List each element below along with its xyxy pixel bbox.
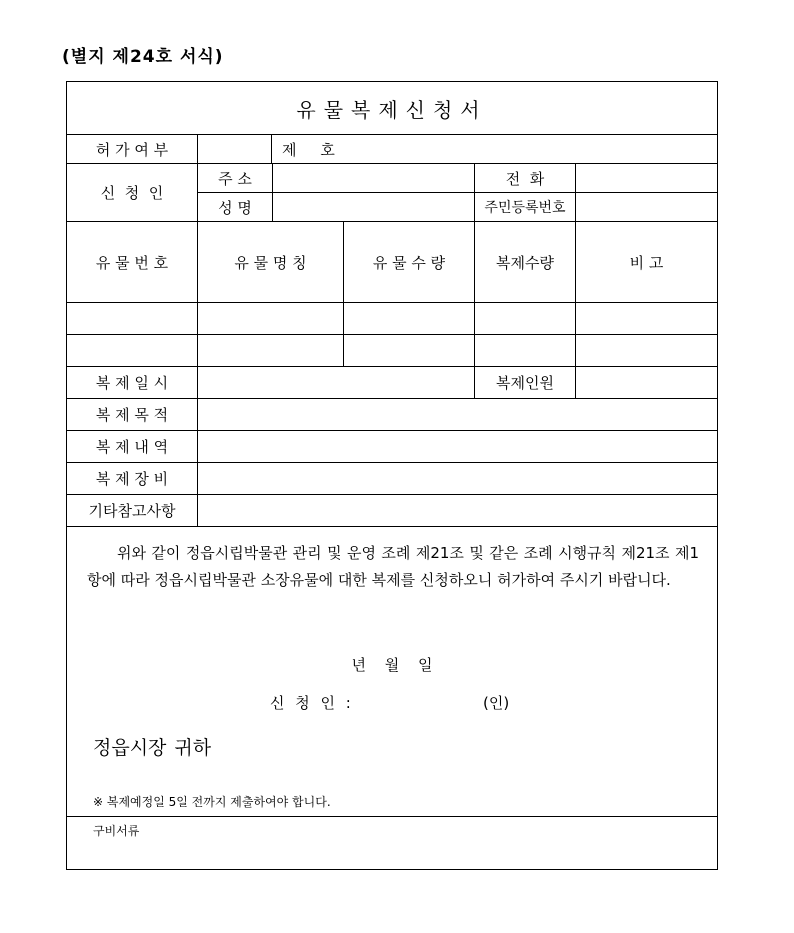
application-statement: 위와 같이 정읍시립박물관 관리 및 운영 조례 제21조 및 같은 조례 시행규칙 제21조 제1항에 따라 정읍시립박물관 소장유물에 대한 복제를 신청하오니 허가하여 주시기 바랍니다. — [87, 544, 699, 589]
replication-details-field[interactable] — [198, 431, 717, 463]
address-field[interactable] — [273, 164, 475, 193]
table-cell[interactable] — [344, 303, 475, 335]
table-cell[interactable] — [198, 303, 344, 335]
table-cell[interactable] — [67, 303, 198, 335]
addressee-name: 정읍시장 — [93, 737, 167, 759]
replication-personnel-label: 복제인원 — [475, 367, 576, 399]
rrn-field[interactable] — [576, 193, 717, 222]
other-notes-field[interactable] — [198, 495, 717, 527]
replication-quantity-header: 복제수량 — [475, 222, 576, 303]
replication-datetime-field[interactable] — [198, 367, 475, 399]
replication-datetime-label: 복 제 일 시 — [67, 367, 198, 399]
name-label: 성 명 — [198, 193, 273, 222]
replication-personnel-field[interactable] — [576, 367, 717, 399]
table-cell[interactable] — [576, 303, 717, 335]
artifact-name-header: 유 물 명 칭 — [198, 222, 344, 303]
permit-label: 허 가 여 부 — [67, 135, 198, 164]
permit-status-field[interactable] — [198, 135, 272, 164]
replication-purpose-label: 복 제 목 적 — [67, 399, 198, 431]
other-notes-label: 기타참고사항 — [67, 495, 198, 527]
attachments-label: 구비서류 — [93, 824, 140, 838]
form-title: 유물복제신청서 — [67, 82, 717, 135]
application-form — [66, 81, 718, 870]
permit-number-field[interactable]: 제 호 — [272, 135, 717, 164]
phone-field[interactable] — [576, 164, 717, 193]
table-cell[interactable] — [67, 335, 198, 367]
phone-label: 전 화 — [475, 164, 576, 193]
seal-mark: (인) — [483, 694, 510, 712]
remarks-header: 비 고 — [576, 222, 717, 303]
form-number-label: (별지 제24호 서식) — [62, 47, 224, 67]
table-cell[interactable] — [344, 335, 475, 367]
addressee-suffix: 귀하 — [174, 737, 212, 759]
applicant-label: 신 청 인 — [67, 164, 198, 222]
submission-notice: ※ 복제예정일 5일 전까지 제출하여야 합니다. — [93, 795, 331, 809]
replication-equipment-field[interactable] — [198, 463, 717, 495]
artifact-quantity-header: 유 물 수 량 — [344, 222, 475, 303]
addressee — [93, 733, 211, 760]
name-field[interactable] — [273, 193, 475, 222]
address-label: 주 소 — [198, 164, 273, 193]
table-cell[interactable] — [576, 335, 717, 367]
attachments-divider — [67, 816, 717, 817]
application-date-line[interactable]: 년 월 일 — [351, 656, 433, 674]
applicant-signature-label: 신 청 인 : — [270, 694, 354, 712]
replication-details-label: 복 제 내 역 — [67, 431, 198, 463]
artifact-number-header: 유 물 번 호 — [67, 222, 198, 303]
rrn-label: 주민등록번호 — [475, 193, 576, 222]
table-cell[interactable] — [475, 303, 576, 335]
replication-purpose-field[interactable] — [198, 399, 717, 431]
table-cell[interactable] — [198, 335, 344, 367]
table-cell[interactable] — [475, 335, 576, 367]
replication-equipment-label: 복 제 장 비 — [67, 463, 198, 495]
